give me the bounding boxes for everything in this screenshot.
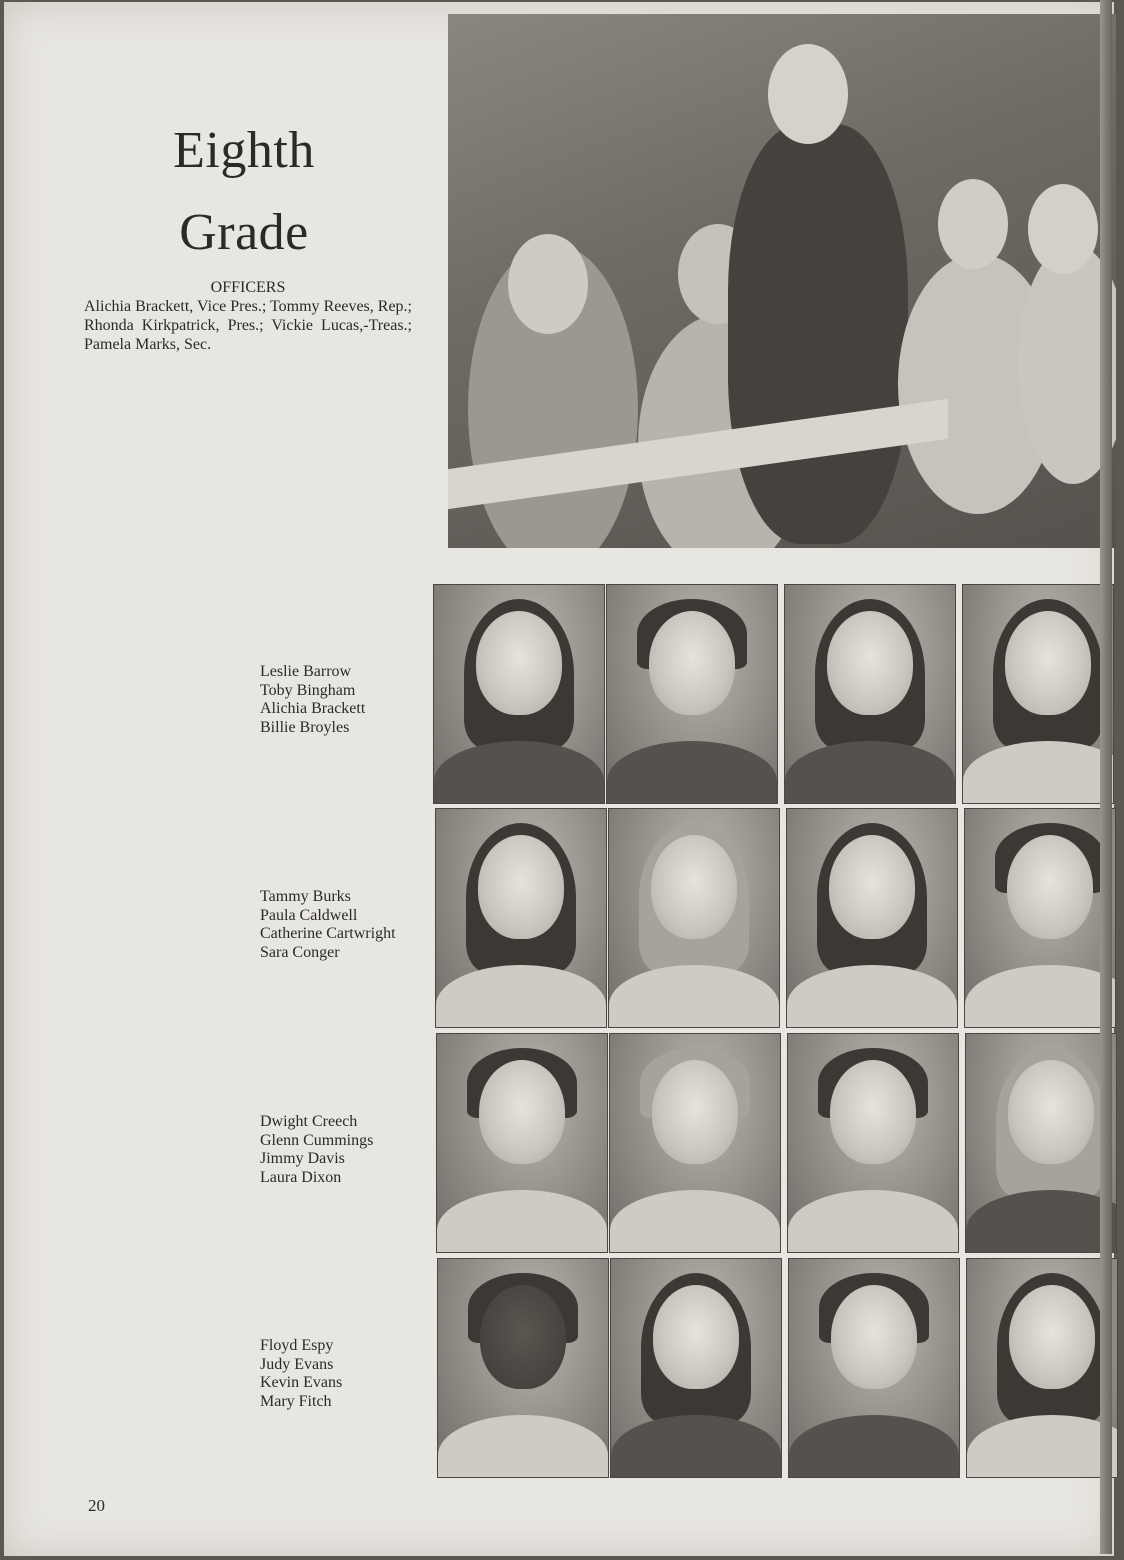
page-number: 20 — [88, 1496, 105, 1515]
student-portrait — [606, 584, 778, 804]
names-row-1 — [260, 663, 430, 737]
student-name: Floyd Espy — [260, 1337, 334, 1354]
student-portrait — [788, 1258, 960, 1478]
student-portrait — [436, 1033, 608, 1253]
student-portrait — [786, 808, 958, 1028]
student-name: Jimmy Davis — [260, 1150, 345, 1167]
student-portrait — [965, 1033, 1117, 1253]
student-name: Dwight Creech — [260, 1113, 358, 1130]
student-portrait — [966, 1258, 1118, 1478]
student-name: Sara Conger — [260, 943, 340, 961]
student-portrait — [962, 584, 1114, 804]
page-title — [84, 110, 404, 274]
student-name: Tammy Burks — [260, 888, 351, 905]
student-portrait — [787, 1033, 959, 1253]
student-name: Judy Evans — [260, 1355, 334, 1373]
title-line-1: Eighth — [173, 122, 315, 179]
student-portrait — [964, 808, 1116, 1028]
names-row-3 — [260, 1113, 430, 1187]
student-name: Toby Bingham — [260, 681, 356, 699]
student-portrait — [784, 584, 956, 804]
student-name: Alichia Brackett — [260, 700, 366, 717]
officers-group-photo — [448, 14, 1116, 548]
student-portrait — [435, 808, 607, 1028]
officers-block — [84, 278, 412, 354]
student-portrait — [609, 1033, 781, 1253]
names-row-2 — [260, 888, 430, 962]
yearbook-page — [4, 2, 1114, 1556]
student-name: Billie Broyles — [260, 718, 350, 736]
officers-heading: OFFICERS — [210, 279, 286, 296]
student-name: Leslie Barrow — [260, 663, 352, 680]
page-edge-shadow — [1100, 0, 1112, 1554]
title-line-2: Grade — [179, 204, 309, 261]
student-portrait — [437, 1258, 609, 1478]
student-name: Kevin Evans — [260, 1374, 343, 1391]
officers-text: Alichia Brackett, Vice Pres.; Tommy Reeves, Rep.; Rhonda Kirkpatrick, Pres.; Vickie Lucas,-Treas.; Pamela Marks, Sec. — [84, 298, 412, 353]
student-portrait — [433, 584, 605, 804]
student-name: Paula Caldwell — [260, 906, 358, 924]
student-portrait — [610, 1258, 782, 1478]
student-name: Glenn Cummings — [260, 1131, 374, 1149]
names-row-4 — [260, 1337, 430, 1411]
student-name: Mary Fitch — [260, 1392, 332, 1410]
student-name: Laura Dixon — [260, 1168, 342, 1186]
student-portrait — [608, 808, 780, 1028]
student-name: Catherine Cartwright — [260, 925, 396, 942]
